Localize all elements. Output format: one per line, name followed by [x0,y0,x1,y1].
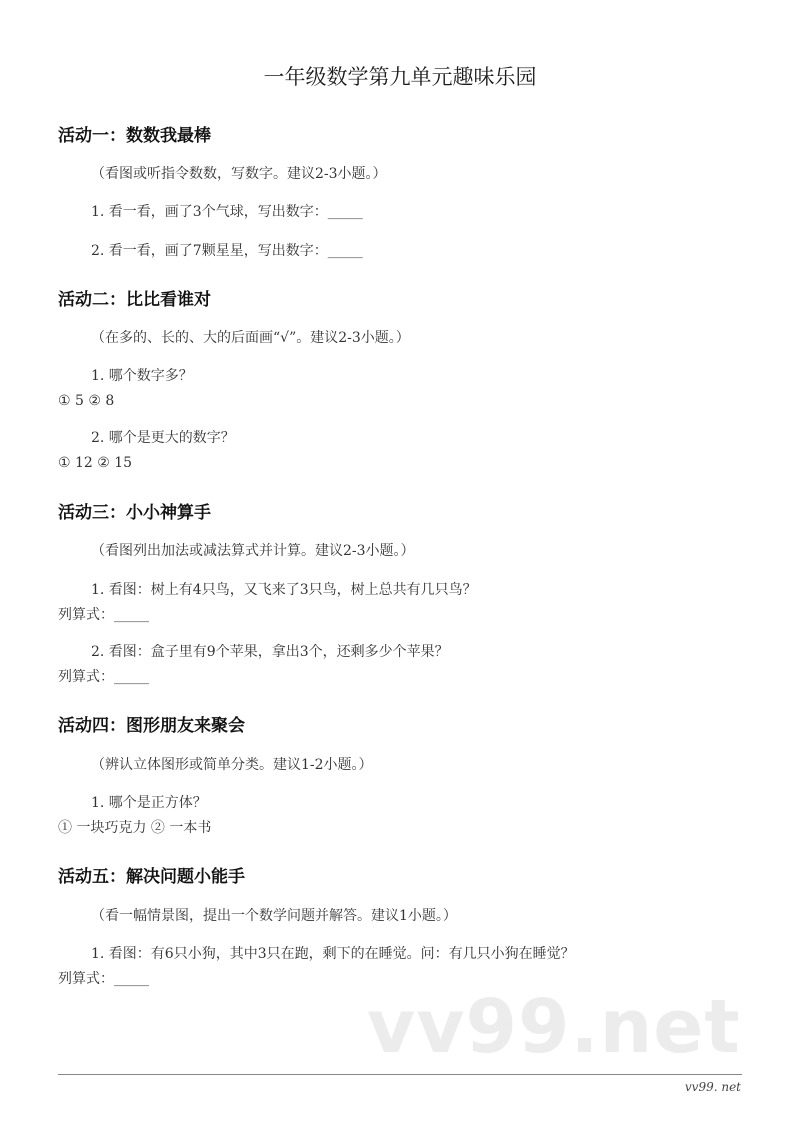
activity-5-heading: 活动五：解决问题小能手 [58,867,245,887]
activity-4-note: （辨认立体图形或简单分类。建议1-2小题。） [91,757,373,773]
activity-3-answer-2: 列算式：_____ [58,669,149,685]
activity-2-question-1: 1. 哪个数字多？ [91,368,193,384]
activity-5-note: （看一幅情景图，提出一个数学问题并解答。建议1小题。） [91,908,457,924]
watermark: vv99.net [367,984,741,1070]
activity-4-heading: 活动四：图形朋友来聚会 [58,716,245,736]
activity-2-heading: 活动二：比比看谁对 [58,290,211,310]
activity-4-question-1: 1. 哪个是正方体？ [91,795,207,811]
activity-3-question-1: 1. 看图：树上有4只鸟，又飞来了3只鸟，树上总共有几只鸟？ [91,582,477,598]
activity-5-question-1: 1. 看图：有6只小狗，其中3只在跑，剩下的在睡觉。问：有几只小狗在睡觉？ [91,946,575,962]
activity-1-note: （看图或听指令数数，写数字。建议2-3小题。） [91,166,387,182]
activity-1-question-2: 2. 看一看，画了7颗星星，写出数字：_____ [91,243,363,259]
activity-3-heading: 活动三：小小神算手 [58,503,211,523]
activity-2-question-2: 2. 哪个是更大的数字？ [91,430,235,446]
activity-3-note: （看图列出加法或减法算式并计算。建议2-3小题。） [91,543,415,559]
activity-3-answer-1: 列算式：_____ [58,607,149,623]
activity-2-options-2: ① 12 ② 15 [58,455,133,471]
activity-2-note: （在多的、长的、大的后面画“√”。建议2-3小题。） [91,330,410,346]
activity-2-options-1: ① 5 ② 8 [58,393,115,409]
footer-site-label: vv99. net [684,1080,741,1094]
activity-1-heading: 活动一：数数我最棒 [58,126,211,146]
activity-3-question-2: 2. 看图：盒子里有9个苹果，拿出3个，还剩多少个苹果？ [91,644,449,660]
activity-5-answer-1: 列算式：_____ [58,971,149,987]
activity-1-question-1: 1. 看一看，画了3个气球，写出数字：_____ [91,204,363,220]
page-title: 一年级数学第九单元趣味乐园 [263,65,537,89]
activity-4-options-1: ① 一块巧克力 ② 一本书 [58,820,212,836]
footer-divider [58,1074,742,1075]
